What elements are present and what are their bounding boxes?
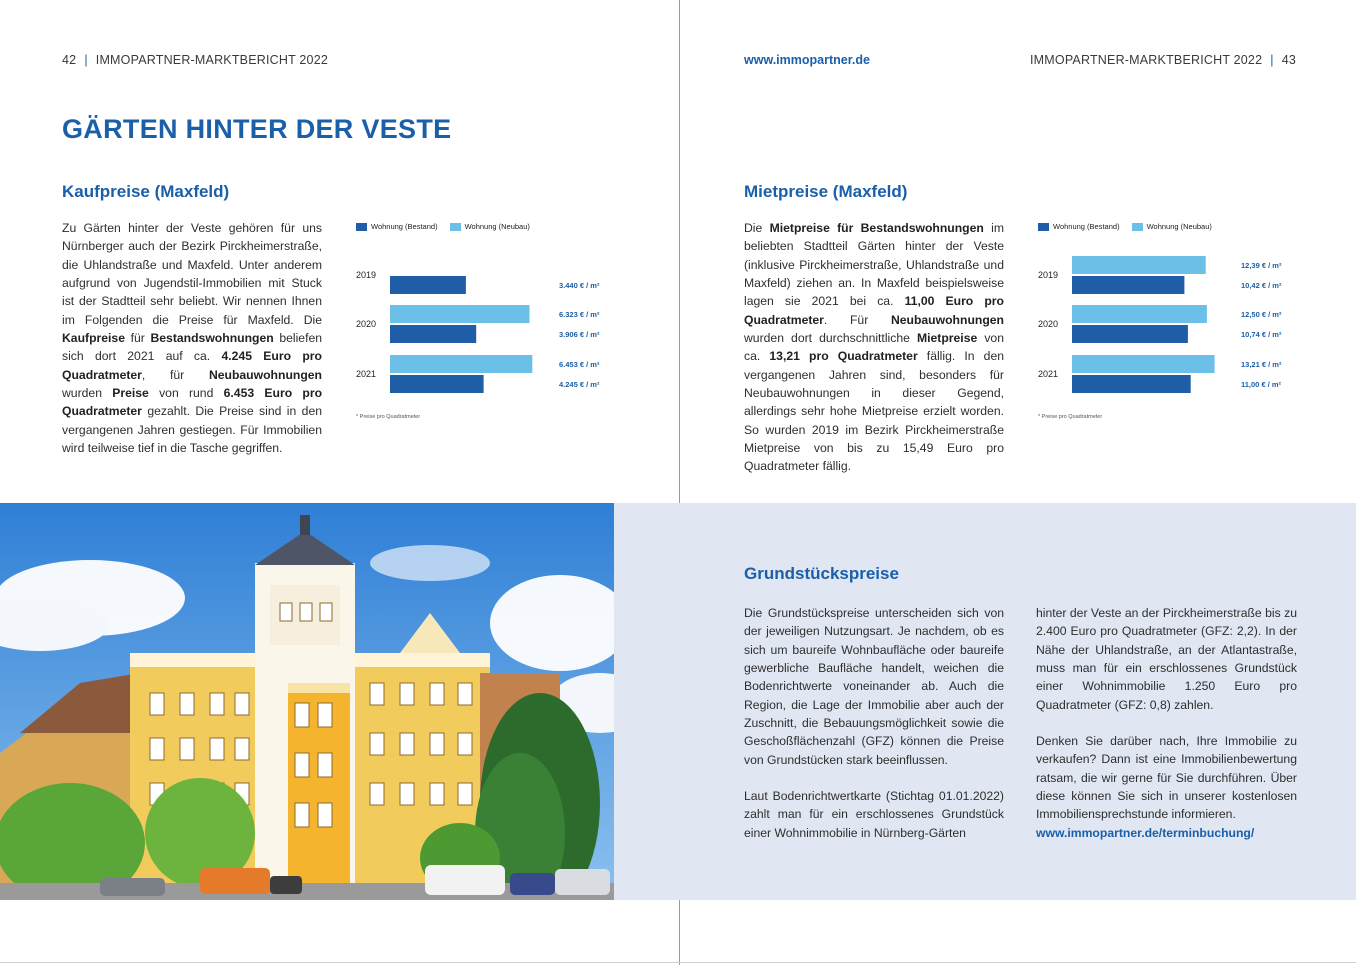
right-page-header xyxy=(1030,53,1296,67)
bar-value-label: 10,74 € / m² xyxy=(1241,330,1282,339)
bar-bestand xyxy=(390,325,476,343)
header-website-link[interactable]: www.immopartner.de xyxy=(744,53,870,67)
year-label: 2021 xyxy=(1038,369,1059,379)
bar-bestand xyxy=(1072,276,1184,294)
bar-neubau xyxy=(1072,305,1207,323)
header-separator: | xyxy=(84,53,88,67)
chart-plot xyxy=(1038,222,1308,437)
chart-legend xyxy=(356,222,530,231)
legend-swatch-neubau xyxy=(450,223,461,231)
kaufpreise-chart xyxy=(356,222,626,437)
bar-value-label: 12,39 € / m² xyxy=(1241,261,1282,270)
bar-neubau xyxy=(1072,256,1206,274)
year-label: 2019 xyxy=(356,270,377,280)
year-label: 2020 xyxy=(356,319,377,329)
left-header-title: IMMOPARTNER-MARKTBERICHT 2022 xyxy=(95,53,328,67)
bar-value-label: 6.323 € / m² xyxy=(559,310,600,319)
mietpreise-chart xyxy=(1038,222,1308,437)
legend-label: Wohnung (Bestand) xyxy=(371,222,438,231)
bar-neubau xyxy=(390,305,530,323)
bar-bestand xyxy=(1072,325,1188,343)
grundstueck-col1-p1: Die Grundstückspreise unterscheiden sich von der jeweiligen Nutzungsart. Je nachdem, ob es sich um baureife Wohnbaufläche oder baureife gewerbliche Baufläche handelt, weichen die Bodenrichtwerte voneinander ab. Auch die Region, die Lage der Immobilie aber auch der Zuschnitt, die Bebauungsmöglichkeit sowie die Geschoßflächenzahl (GFZ) können die Preise von Grundstücken stark beeinflussen. xyxy=(744,606,1004,767)
left-page-number: 42 xyxy=(62,53,77,67)
legend-swatch-neubau xyxy=(1132,223,1143,231)
bar-bestand xyxy=(1072,375,1191,393)
terminbuchung-link[interactable]: www.immopartner.de/terminbuchung/ xyxy=(1036,826,1255,840)
bar-value-label: 13,21 € / m² xyxy=(1241,360,1282,369)
year-label: 2020 xyxy=(1038,319,1059,329)
kaufpreise-heading: Kaufpreise (Maxfeld) xyxy=(62,182,230,201)
mietpreise-text: Die Mietpreise für Bestandswohnungen im beliebten Stadtteil Gärten hinter der Veste (inklusive Pirckheimerstraße, Uhlandstraße und Maxfeld) ziehen an. In Maxfeld beispielsweise lagen sie 2021 bei ca. 11,00 Euro pro Quadratmeter. Für Neubauwohnungen wurden dort durchschnittliche Mietpreise von ca. 13,21 pro Quadratmeter fällig. In den vergangenen Jahren sind, besonders für Neubauwohnungen in dieser Gegend, allerdings sehr hohe Mietpreise erzielt worden. So wurden 2019 im Bezirk Pirckheimerstraße Mietpreise von bis zu 15,49 Euro pro Quadratmeter fällig. xyxy=(744,221,1004,474)
legend-item-bestand xyxy=(1038,222,1120,231)
chart-footnote: * Preise pro Quadratmeter xyxy=(1038,414,1103,420)
left-page-header xyxy=(62,53,328,67)
grundstueck-col1-p2: Laut Bodenrichtwertkarte (Stichtag 01.01.2022) zahlt man für ein erschlossenes Grundstück einer Wohnimmobilie in Nürnberg-Gärten xyxy=(744,789,1004,840)
bar-bestand xyxy=(390,276,466,294)
legend-label: Wohnung (Bestand) xyxy=(1053,222,1120,231)
bar-value-label: 12,50 € / m² xyxy=(1241,310,1282,319)
chart-plot xyxy=(356,222,626,437)
building-photo xyxy=(0,503,614,900)
bar-value-label: 3.906 € / m² xyxy=(559,330,600,339)
legend-label: Wohnung (Neubau) xyxy=(464,222,530,231)
right-page-number: 43 xyxy=(1281,53,1296,67)
grundstueck-col2-p2: Denken Sie darüber nach, Ihre Immobilie zu verkaufen? Dann ist eine Immobilienbewertung ratsam, die wir gerne für Sie durchführen. Über diese können Sie sich in unserer kostenlosen Immobiliensprechstunde informieren. xyxy=(1036,734,1297,822)
bar-value-label: 11,00 € / m² xyxy=(1241,380,1282,389)
kaufpreise-text: Zu Gärten hinter der Veste gehören für uns Nürnberger auch der Bezirk Pirckheimerstraße, die Uhlandstraße und Maxfeld. Unter anderem aufgrund von Jugendstil-Immobilien mit Stuck ist der Stadtteil sehr beliebt. Wir nennen Ihnen im Folgenden die Preise für Maxfeld. Die Kaufpreise für Bestandswohnungen beliefen sich dort 2021 auf ca. 4.245 Euro pro Quadratmeter, für Neubauwohnungen wurden Preise von rund 6.453 Euro pro Quadratmeter gezahlt. Die Preise sind in den vergangenen Jahren gestiegen. Für Immobilien wird teilweise tief in die Tasche gegriffen. xyxy=(62,221,323,456)
grundstueck-col2-p1: hinter der Veste an der Pirckheimerstraße bis zu 2.400 Euro pro Quadratmeter (GFZ: 2,2). In der Nähe der Uhlandstraße, an der Atlantastraße, muss man für ein erschlossenes Grundstück einer Wohnimmobilie 1.250 Euro pro Quadratmeter (GFZ: 0,8) zahlen. xyxy=(1036,606,1297,712)
legend-item-neubau xyxy=(1132,222,1212,231)
jugendstil-building-illustration xyxy=(0,503,614,900)
page-title: GÄRTEN HINTER DER VESTE xyxy=(62,114,452,144)
legend-swatch-bestand xyxy=(356,223,367,231)
bar-value-label: 3.440 € / m² xyxy=(559,281,600,290)
legend-item-neubau xyxy=(450,222,530,231)
header-separator: | xyxy=(1270,53,1274,67)
year-label: 2021 xyxy=(356,369,377,379)
bar-neubau xyxy=(390,355,532,373)
bar-value-label: 4.245 € / m² xyxy=(559,380,600,389)
chart-footnote: * Preise pro Quadratmeter xyxy=(356,414,421,420)
page-bottom-edge xyxy=(0,962,1356,963)
chart-legend xyxy=(1038,222,1212,231)
right-header-title: IMMOPARTNER-MARKTBERICHT 2022 xyxy=(1030,53,1263,67)
year-label: 2019 xyxy=(1038,270,1059,280)
grundstueck-heading: Grundstückspreise xyxy=(744,564,899,583)
legend-swatch-bestand xyxy=(1038,223,1049,231)
bar-neubau xyxy=(1072,355,1215,373)
bar-bestand xyxy=(390,375,484,393)
mietpreise-heading: Mietpreise (Maxfeld) xyxy=(744,182,908,201)
legend-item-bestand xyxy=(356,222,438,231)
bar-value-label: 10,42 € / m² xyxy=(1241,281,1282,290)
legend-label: Wohnung (Neubau) xyxy=(1146,222,1212,231)
bar-value-label: 6.453 € / m² xyxy=(559,360,600,369)
